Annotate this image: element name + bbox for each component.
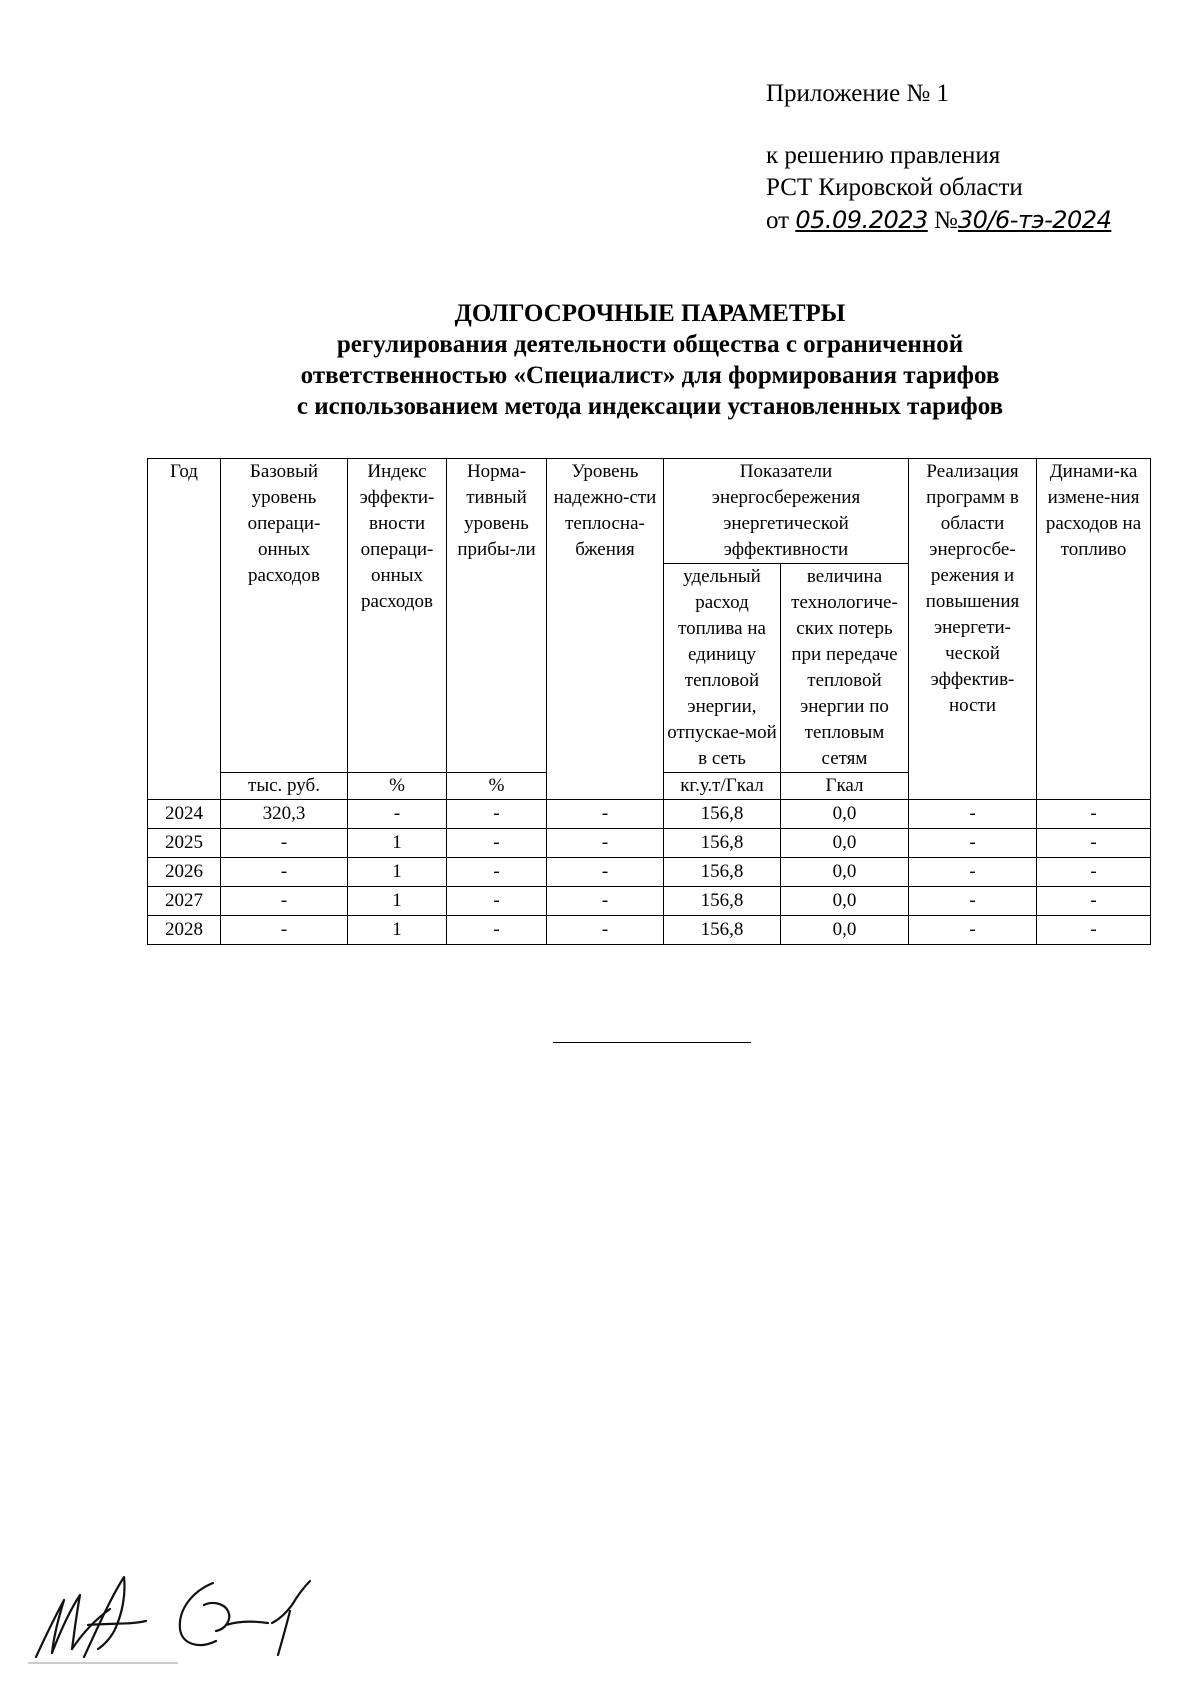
cell-heat-losses: 0,0 bbox=[781, 916, 909, 945]
cell-base-level: - bbox=[221, 887, 348, 916]
cell-reliability: - bbox=[547, 858, 664, 887]
cell-heat-losses: 0,0 bbox=[781, 800, 909, 829]
annex-date-line bbox=[766, 204, 1111, 237]
handwritten-signature bbox=[28, 1565, 328, 1665]
cell-program: - bbox=[909, 800, 1037, 829]
header-row-1 bbox=[148, 459, 1151, 564]
cell-reliability: - bbox=[547, 887, 664, 916]
header-fuel-dynamics: Динами-ка измене-ния расходов на топливо bbox=[1037, 459, 1151, 800]
cell-base-level: - bbox=[221, 916, 348, 945]
cell-reliability: - bbox=[547, 916, 664, 945]
cell-heat-losses: 0,0 bbox=[781, 829, 909, 858]
header-reliability: Уровень надежно-сти теплосна-бжения bbox=[547, 459, 664, 800]
cell-reliability: - bbox=[547, 829, 664, 858]
cell-fuel-consumption: 156,8 bbox=[664, 829, 781, 858]
cell-efficiency-index: 1 bbox=[348, 858, 447, 887]
cell-efficiency-index: 1 bbox=[348, 887, 447, 916]
cell-efficiency-index: 1 bbox=[348, 829, 447, 858]
header-base-level: Базовый уровень операци-онных расходов bbox=[221, 459, 348, 773]
table-row bbox=[148, 858, 1151, 887]
header-energy-indicators: Показатели энергосбережения энергетической эффективности bbox=[664, 459, 909, 564]
cell-fuel-dynamics: - bbox=[1037, 800, 1151, 829]
header-efficiency-index: Индекс эффекти-вности операци-онных расходов bbox=[348, 459, 447, 773]
cell-efficiency-index: 1 bbox=[348, 916, 447, 945]
cell-program: - bbox=[909, 829, 1037, 858]
title-line-3: ответственностью «Специалист» для формирования тарифов bbox=[300, 362, 1000, 389]
document-title bbox=[0, 298, 1200, 422]
annex-authority: РСТ Кировской области bbox=[766, 174, 1023, 201]
cell-normative-profit: - bbox=[447, 829, 547, 858]
cell-reliability: - bbox=[547, 800, 664, 829]
cell-year: 2027 bbox=[148, 887, 221, 916]
annex-decision-number: 30/6-тэ-2024 bbox=[957, 206, 1112, 234]
unit-fuel-consumption: кг.у.т/Гкал bbox=[664, 773, 781, 800]
cell-heat-losses: 0,0 bbox=[781, 887, 909, 916]
cell-fuel-dynamics: - bbox=[1037, 916, 1151, 945]
parameters-table bbox=[147, 458, 1151, 945]
cell-base-level: - bbox=[221, 829, 348, 858]
table-row bbox=[148, 829, 1151, 858]
table-row bbox=[148, 887, 1151, 916]
header-normative-profit: Норма-тивный уровень прибы-ли bbox=[447, 459, 547, 773]
annex-gap bbox=[766, 110, 1111, 140]
unit-base-level: тыс. руб. bbox=[221, 773, 348, 800]
cell-normative-profit: - bbox=[447, 887, 547, 916]
cell-fuel-consumption: 156,8 bbox=[664, 887, 781, 916]
cell-fuel-consumption: 156,8 bbox=[664, 916, 781, 945]
separator-line bbox=[553, 1042, 751, 1043]
cell-year: 2024 bbox=[148, 800, 221, 829]
cell-fuel-consumption: 156,8 bbox=[664, 858, 781, 887]
cell-normative-profit: - bbox=[447, 916, 547, 945]
annex-from-label: от bbox=[766, 207, 790, 234]
title-line-4: с использованием метода индексации установленных тарифов bbox=[296, 393, 1004, 420]
cell-heat-losses: 0,0 bbox=[781, 858, 909, 887]
cell-normative-profit: - bbox=[447, 858, 547, 887]
cell-fuel-consumption: 156,8 bbox=[664, 800, 781, 829]
cell-year: 2028 bbox=[148, 916, 221, 945]
annex-number-label: № bbox=[934, 207, 958, 234]
unit-efficiency-index: % bbox=[348, 773, 447, 800]
header-heat-losses: величина технологиче-ских потерь при передаче тепловой энергии по тепловым сетям bbox=[781, 564, 909, 773]
table-row bbox=[148, 916, 1151, 945]
unit-normative-profit: % bbox=[447, 773, 547, 800]
cell-fuel-dynamics: - bbox=[1037, 858, 1151, 887]
title-line-1: ДОЛГОСРОЧНЫЕ ПАРАМЕТРЫ bbox=[454, 300, 846, 327]
cell-program: - bbox=[909, 916, 1037, 945]
table-row bbox=[148, 800, 1151, 829]
annex-number: Приложение № 1 bbox=[766, 80, 950, 107]
cell-efficiency-index: - bbox=[348, 800, 447, 829]
cell-normative-profit: - bbox=[447, 800, 547, 829]
cell-fuel-dynamics: - bbox=[1037, 829, 1151, 858]
header-program: Реализация программ в области энергосбе-режения и повышения энергети-ческой эффектив-ности bbox=[909, 459, 1037, 800]
cell-year: 2026 bbox=[148, 858, 221, 887]
header-fuel-consumption: удельный расход топлива на единицу тепловой энергии, отпускае-мой в сеть bbox=[664, 564, 781, 773]
cell-year: 2025 bbox=[148, 829, 221, 858]
cell-base-level: - bbox=[221, 858, 348, 887]
annex-block bbox=[766, 78, 1111, 237]
annex-date: 05.09.2023 bbox=[795, 206, 928, 234]
title-line-2: регулирования деятельности общества с ограниченной bbox=[336, 331, 964, 358]
cell-program: - bbox=[909, 887, 1037, 916]
unit-heat-losses: Гкал bbox=[781, 773, 909, 800]
cell-program: - bbox=[909, 858, 1037, 887]
annex-decision: к решению правления bbox=[766, 142, 1001, 169]
cell-base-level: 320,3 bbox=[221, 800, 348, 829]
cell-fuel-dynamics: - bbox=[1037, 887, 1151, 916]
header-year: Год bbox=[148, 459, 221, 800]
